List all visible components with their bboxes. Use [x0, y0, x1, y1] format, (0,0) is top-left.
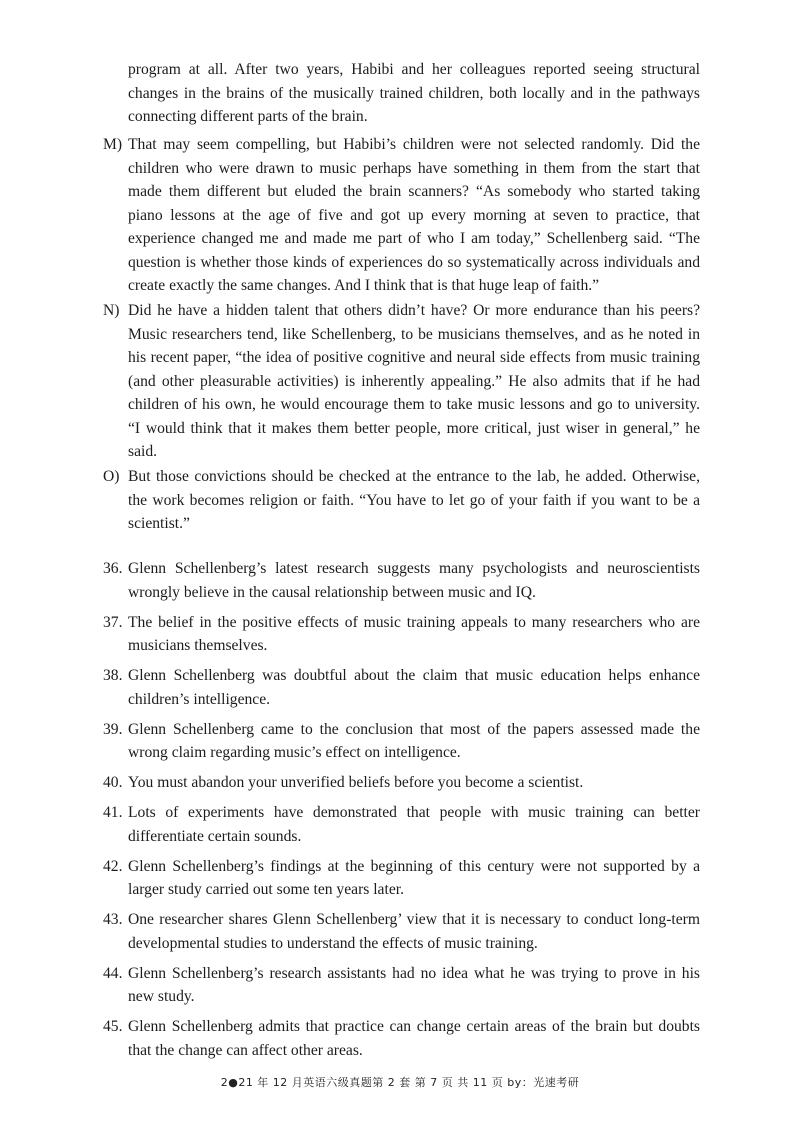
statement-43 [103, 908, 700, 955]
statement-44 [103, 962, 700, 1009]
paragraph-m [103, 133, 700, 298]
continuation-paragraph: program at all. After two years, Habibi and her colleagues reported seeing structural changes in the brains of the musically trained children, both locally and in the pathways connecting different parts of the brain. [128, 61, 700, 125]
statement-number: 37. [103, 613, 123, 631]
statement-41 [103, 801, 700, 848]
paragraph-letter: N) [103, 302, 120, 319]
statement-number: 44. [103, 964, 123, 982]
statement-number: 42. [103, 857, 123, 875]
statement-number: 41. [103, 804, 123, 821]
statement-45 [103, 1015, 700, 1062]
statement-39 [103, 718, 700, 765]
statement-number: 40. [103, 774, 123, 791]
statement-40 [103, 771, 700, 795]
statement-text: Glenn Schellenberg came to the conclusion that most of the papers assessed made the wrong claim regarding music’s effect on intelligence. [128, 720, 700, 761]
paragraph-n [103, 299, 700, 464]
statement-text: One researcher shares Glenn Schellenberg’ view that it is necessary to conduct long-term developmental studies to understand the effects of music training. [128, 911, 700, 952]
paragraph-o [103, 465, 700, 536]
paragraph-text: But those convictions should be checked at the entrance to the lab, he added. Otherwise, the work becomes religion or faith. “You have to let go of your faith if you want to be a scientist.” [128, 468, 700, 532]
statement-number: 38. [103, 667, 123, 684]
statement-list [103, 557, 700, 1069]
statement-text: Glenn Schellenberg’s findings at the beginning of this century were not supported by a larger study carried out some ten years later. [128, 857, 700, 898]
statement-text: Glenn Schellenberg’s latest research suggests many psychologists and neuroscientists wrongly believe in the causal relationship between music and IQ. [128, 560, 700, 601]
statement-text: Lots of experiments have demonstrated that people with music training can better differentiate certain sounds. [128, 804, 700, 845]
statement-number: 39. [103, 720, 123, 738]
statement-text: Glenn Schellenberg was doubtful about the claim that music education helps enhance children’s intelligence. [128, 667, 700, 708]
statement-number: 36. [103, 560, 123, 577]
statement-number: 43. [103, 911, 123, 928]
statement-text: Glenn Schellenberg admits that practice can change certain areas of the brain but doubts that the change can affect other areas. [128, 1018, 700, 1059]
paragraph-text: That may seem compelling, but Habibi’s children were not selected randomly. Did the children who were drawn to music perhaps have something in them from the start that made them different but eluded the brain scanners? “As somebody who started taking piano lessons at the age of five and got up every morning at seven to practice, that experience changed me and made me part of who I am today,” Schellenberg said. “The question is whether those kinds of experiences do so systematically across individuals and create exactly the same changes. And I think that is that huge leap of faith.” [128, 136, 700, 294]
paragraph-letter: M) [103, 136, 123, 153]
statement-38 [103, 664, 700, 711]
paragraph-text: Did he have a hidden talent that others didn’t have? Or more endurance than his peers? Music researchers tend, like Schellenberg, to be musicians themselves, and as he noted in his recent paper, “the idea of positive cognitive and neural side effects from music training (and other pleasurable activities) is inherently appealing.” He also admits that if he had children of his own, he would encourage them to take music lessons and go to university. “I would think that it makes them better people, more critical, just wiser in general,” he said. [128, 302, 700, 460]
page-footer: 2●21 年 12 月英语六级真题第 2 套 第 7 页 共 11 页 by：光速考研 [220, 1076, 580, 1089]
statement-text: Glenn Schellenberg’s research assistants had no idea what he was trying to prove in his new study. [128, 964, 700, 1005]
statement-42 [103, 855, 700, 902]
statement-37 [103, 611, 700, 658]
statement-text: The belief in the positive effects of music training appeals to many researchers who are musicians themselves. [128, 613, 700, 654]
statement-text: You must abandon your unverified beliefs before you become a scientist. [128, 774, 584, 791]
statement-36 [103, 557, 700, 604]
paragraph-letter: O) [103, 468, 120, 485]
statement-number: 45. [103, 1018, 123, 1035]
